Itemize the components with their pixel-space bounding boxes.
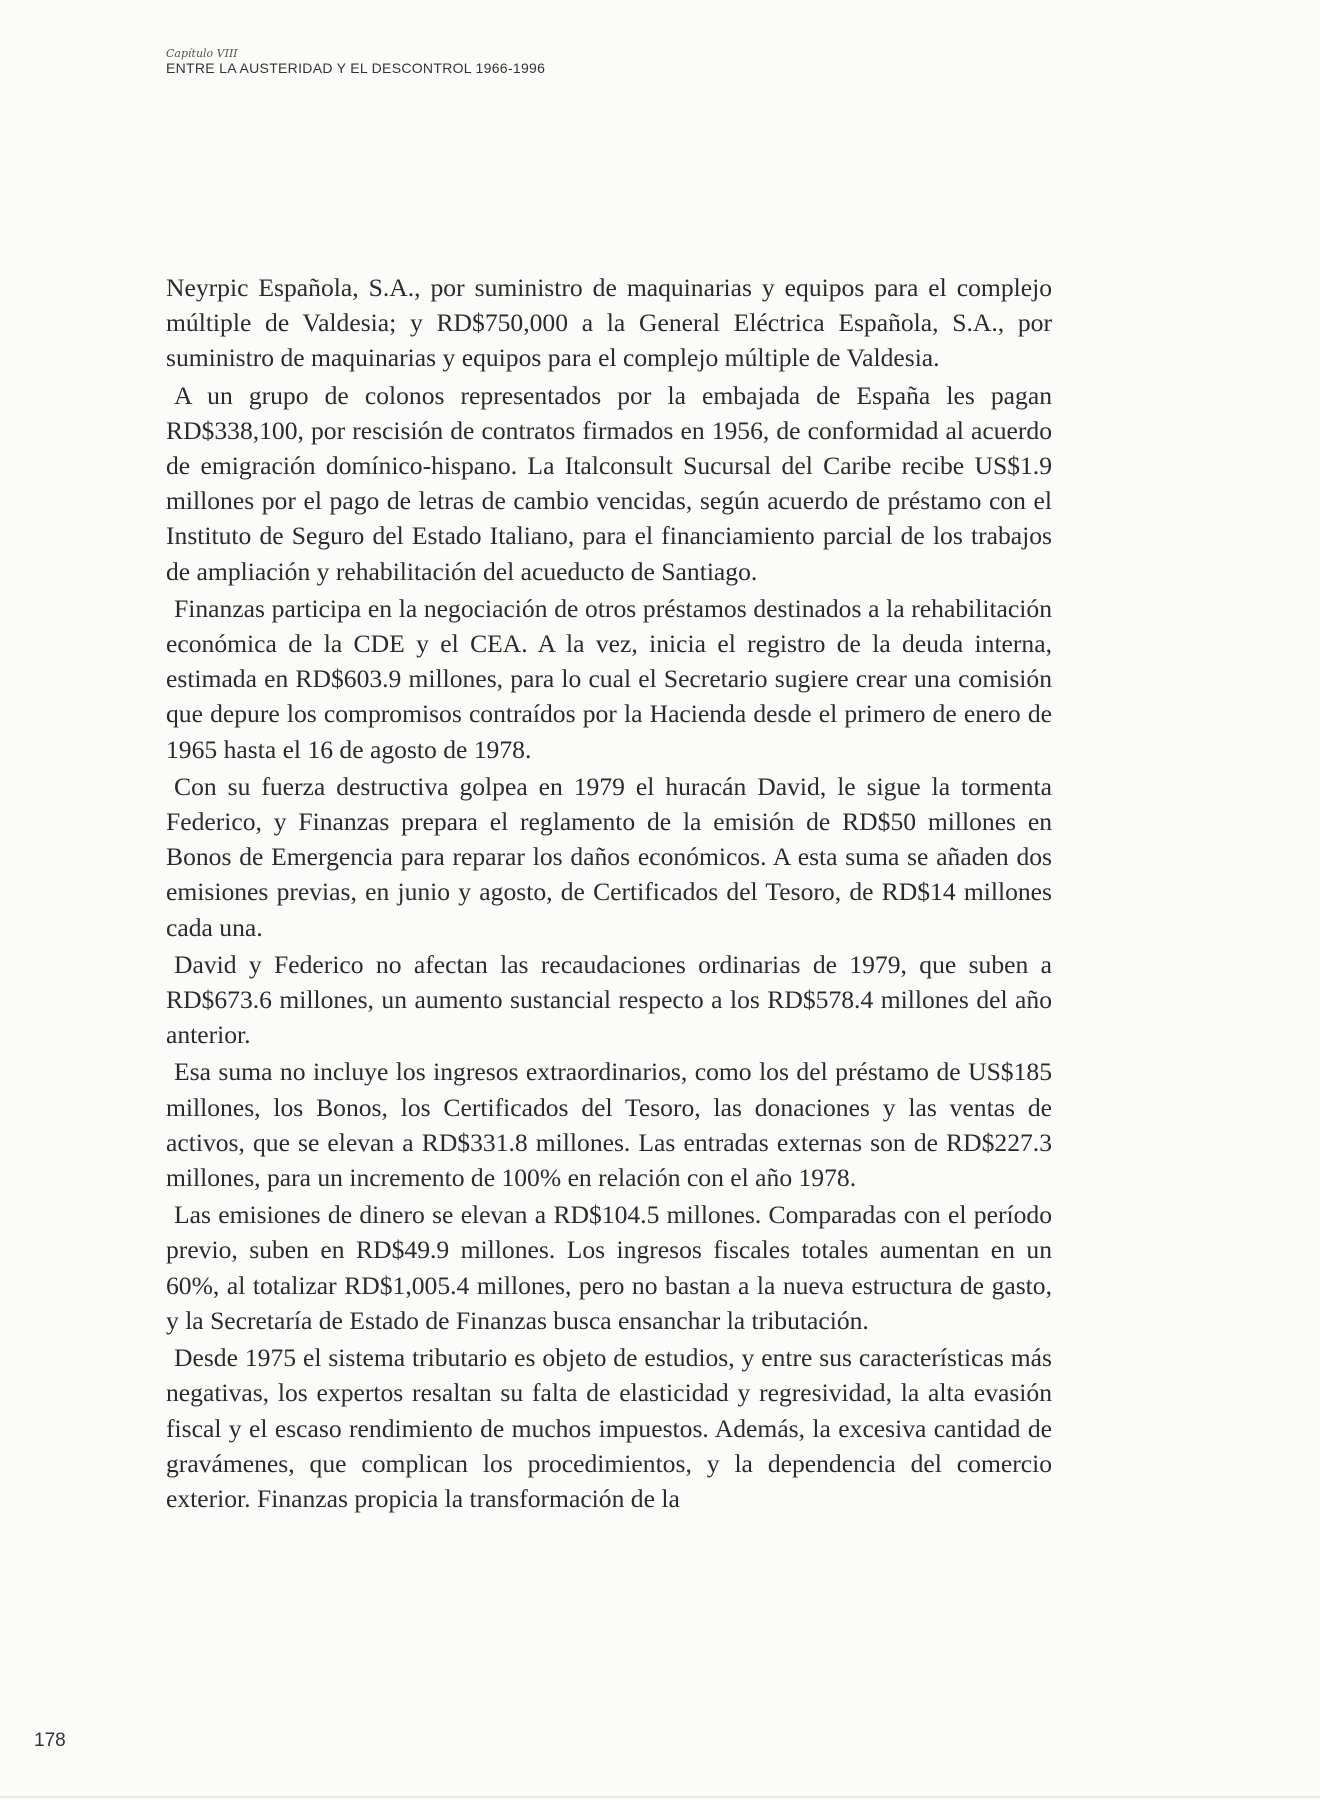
page-bottom-edge [0, 1796, 1320, 1798]
page-number: 178 [34, 1730, 66, 1751]
body-text [166, 270, 1052, 1516]
paragraph: Las emisiones de dinero se elevan a RD$104.5 millones. Comparadas con el período previo, suben en RD$49.9 millones. Los ingresos fiscales totales aumentan en un 60%, al totalizar RD$1,005.4 millones, pero no bastan a la nueva estructura de gasto, y la Secretaría de Estado de Finanzas busca ensanchar la tributación. [166, 1200, 1052, 1335]
paragraph: Neyrpic Española, S.A., por suministro de maquinarias y equipos para el complejo múltiple de Valdesia; y RD$750,000 a la General Eléctrica Española, S.A., por suministro de maquinarias y equipos para el complejo múltiple de Valdesia. [166, 273, 1052, 373]
running-header [166, 47, 866, 77]
paragraph: Esa suma no incluye los ingresos extraordinarios, como los del préstamo de US$185 millones, los Bonos, los Certificados del Tesoro, las donaciones y las ventas de activos, que se elevan a RD$331.8 millones. Las entradas externas son de RD$227.3 millones, para un incremento de 100% en relación con el año 1978. [166, 1057, 1052, 1193]
paragraph: David y Federico no afectan las recaudaciones ordinarias de 1979, que suben a RD$673.6 millones, un aumento sustancial respecto a los RD$578.4 millones del año anterior. [166, 949, 1052, 1050]
paragraph: A un grupo de colonos representados por la embajada de España les pagan RD$338,100, por rescisión de contratos firmados en 1956, de conformidad al acuerdo de emigración domínico-hispano. La Italconsult Sucursal del Caribe recibe US$1.9 millones por el pago de letras de cambio vencidas, según acuerdo de préstamo con el Instituto de Seguro del Estado Italiano, para el financiamiento parcial de los trabajos de ampliación y rehabilitación del acueducto de Santiago. [166, 380, 1052, 586]
paragraph: Desde 1975 el sistema tributario es objeto de estudios, y entre sus características más negativas, los expertos resaltan su falta de elasticidad y regresividad, la alta evasión fiscal y el escaso rendimiento de muchos impuestos. Además, la excesiva cantidad de gravámenes, que complican los procedimientos, y la dependencia del comercio exterior. Finanzas propicia la transformación de la [166, 1343, 1052, 1513]
chapter-label: Capítulo VIII [166, 47, 238, 60]
paragraph: Con su fuerza destructiva golpea en 1979 el huracán David, le sigue la tormenta Federico, y Finanzas prepara el reglamento de la emisión de RD$50 millones en Bonos de Emergencia para reparar los daños económicos. A esta suma se añaden dos emisiones previas, en junio y agosto, de Certificados del Tesoro, de RD$14 millones cada una. [166, 771, 1052, 942]
paragraph: Finanzas participa en la negociación de otros préstamos destinados a la rehabilitación económica de la CDE y el CEA. A la vez, inicia el registro de la deuda interna, estimada en RD$603.9 millones, para lo cual el Secretario sugiere crear una comisión que depure los compromisos contraídos por la Hacienda desde el primero de enero de 1965 hasta el 16 de agosto de 1978. [166, 593, 1052, 764]
running-title: ENTRE LA AUSTERIDAD Y EL DESCONTROL 1966-1996 [166, 60, 546, 76]
